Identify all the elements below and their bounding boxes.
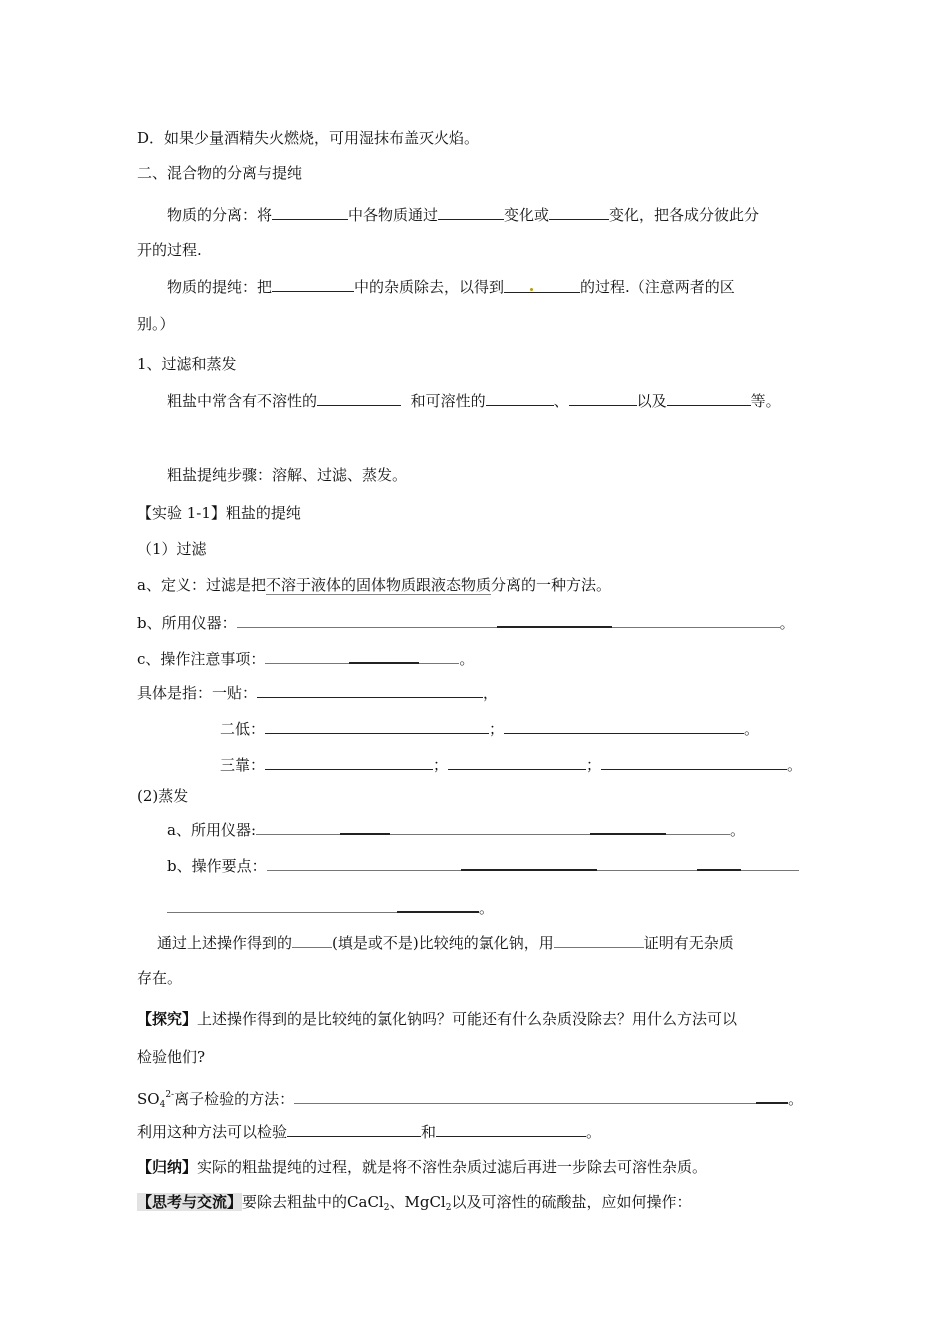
blank[interactable]: [265, 754, 433, 770]
blank[interactable]: [667, 390, 751, 406]
evaporation-instruments: a、所用仪器: 。: [167, 818, 745, 840]
blank[interactable]: [397, 896, 479, 913]
blank[interactable]: [554, 932, 644, 948]
blank[interactable]: [569, 390, 637, 406]
blank[interactable]: [461, 854, 597, 871]
blank[interactable]: [256, 819, 340, 835]
three-lean: 三靠： ； ； 。: [220, 756, 803, 774]
summary: 【归纳】实际的粗盐提纯的过程，就是将不溶性杂质过滤后再进一步除去可溶性杂质。: [137, 1158, 708, 1176]
blank[interactable]: [272, 276, 354, 292]
filtration-title: （1）过滤: [137, 540, 207, 558]
blank[interactable]: [349, 647, 419, 664]
experiment-title: 【实验 1-1】粗盐的提纯: [137, 504, 301, 522]
section-2-title: 二、混合物的分离与提纯: [137, 164, 303, 182]
blank[interactable]: [504, 718, 744, 734]
blank[interactable]: [237, 612, 497, 628]
result-statement-cont: 存在。: [137, 969, 183, 987]
blank[interactable]: [697, 854, 741, 871]
blank[interactable]: [438, 204, 504, 220]
blank[interactable]: [590, 818, 666, 835]
blank[interactable]: [294, 1088, 756, 1104]
blank[interactable]: [448, 754, 586, 770]
blank[interactable]: [612, 612, 780, 628]
separation-definition: 物质的分离：将 中各物质通过 变化或 变化，把各成分彼此分: [167, 206, 760, 224]
blank[interactable]: [504, 277, 580, 293]
purification-definition-cont: 别。）: [137, 315, 175, 333]
blank[interactable]: [317, 390, 401, 406]
explore-question: 【探究】上述操作得到的是比较纯的氯化钠吗？可能还有什么杂质没除去？用什么方法可以: [137, 1010, 738, 1028]
filtration-instruments: b、所用仪器： 。: [137, 611, 795, 633]
purification-steps: 粗盐提纯步骤：溶解、过滤、蒸发。: [167, 466, 408, 484]
option-d: D．如果少量酒精失火燃烧，可用湿抹布盖灭火焰。: [137, 129, 480, 147]
evaporation-points-cont: 。: [167, 896, 494, 918]
blank[interactable]: [597, 855, 697, 871]
blank[interactable]: [287, 1121, 421, 1137]
filtration-notes: c、操作注意事项： 。: [137, 647, 474, 669]
two-low: 二低： ； 。: [220, 720, 760, 738]
filtration-definition: a、定义：过滤是把不溶于液体的固体物质跟液态物质分离的一种方法。: [137, 576, 611, 594]
sulfate-test: $SO_4^{2-}$离子检验的方法： 。: [137, 1085, 803, 1115]
blank[interactable]: [601, 754, 787, 770]
explore-question-cont: 检验他们?: [137, 1048, 206, 1066]
blank[interactable]: [419, 648, 459, 664]
evaporation-points: b、操作要点：: [167, 854, 799, 876]
crude-salt-impurities: 粗盐中常含有不溶性的 和可溶性的 、 以及 等。: [167, 392, 781, 410]
blank[interactable]: [390, 819, 590, 835]
blank[interactable]: [497, 611, 612, 628]
think-discuss: 【思考与交流】要除去粗盐中的CaCl$_2$、MgCl$_2$以及可溶性的硫酸盐，应如何操作：: [137, 1193, 692, 1213]
blank[interactable]: [549, 204, 609, 220]
blank[interactable]: [265, 648, 349, 664]
blank[interactable]: [292, 932, 332, 948]
blank[interactable]: [272, 204, 348, 220]
blank[interactable]: [741, 855, 799, 871]
blank[interactable]: [666, 819, 730, 835]
test-usage: 利用这种方法可以检验 和 。: [137, 1123, 602, 1141]
evaporation-title: (2)蒸发: [137, 787, 189, 805]
highlight-dot: [530, 288, 533, 291]
blank[interactable]: [486, 390, 554, 406]
blank[interactable]: [340, 818, 390, 835]
blank[interactable]: [257, 682, 483, 698]
blank[interactable]: [167, 897, 397, 913]
subsection-1-title: 1、过滤和蒸发: [137, 355, 237, 373]
blank[interactable]: [267, 855, 461, 871]
result-statement: 通过上述操作得到的 (填是或不是)比较纯的氯化钠，用 证明有无杂质: [157, 934, 734, 952]
blank[interactable]: [756, 1087, 788, 1104]
blank[interactable]: [265, 718, 489, 734]
purification-definition: 物质的提纯：把 中的杂质除去，以得到 的过程.（注意两者的区: [167, 278, 735, 296]
blank[interactable]: [436, 1121, 586, 1137]
one-paste: 具体是指：一贴： ，: [137, 684, 499, 702]
separation-definition-cont: 开的过程.: [137, 241, 202, 259]
